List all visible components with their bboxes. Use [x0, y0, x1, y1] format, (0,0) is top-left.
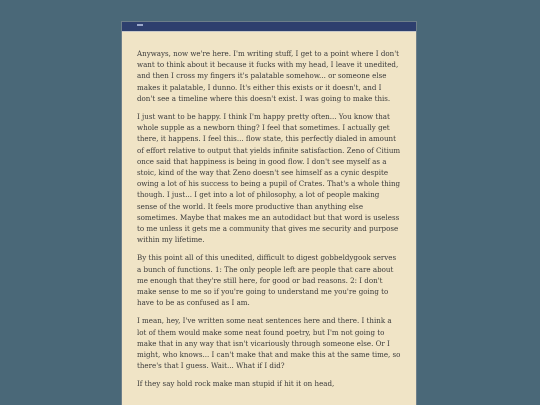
post-paragraph: I mean, hey, I've written some neat sentences here and there. I think a lot of them would make some neat found poetry, but I'm not going to make that in any way that isn't vicariously through someone else. Or I might, who knows... I can't make that and make this at the same time, so there's that I guess. Wait... What if I did?: [137, 316, 401, 371]
post-paragraph: I just want to be happy. I think I'm happy pretty often... You know that whole supple as a newborn thing? I feel that sometimes. I actually get there, it happens. I feel this... flow state, this perfectly dialed in amount of effort relative to output that yields infinite satisfaction. Zeno of Citium once said that happiness is being in good flow. I don't see myself as a stoic, kind of the way that Zeno doesn't see himself as a cynic despite owing a lot of his success to being a pupil of Crates. That's a whole thing though. I just... I get into a lot of philosophy, a lot of people making sense of the world. It feels more productive than anything else sometimes. Maybe that makes me an autodidact but that word is useless to me unless it gets me a community that gives me security and purpose within my lifetime.: [137, 112, 401, 245]
post-page: [121, 21, 417, 405]
post-body: [122, 32, 416, 390]
post-paragraph: Anyways, now we're here. I'm writing stuff, I get to a point where I don't want to think about it because it fucks with my head, I leave it unedited, and then I cross my fingers it's palatable somehow... or someone else makes it palatable, I dunno. It's either this exists or it doesn't, and I don't see a timeline where this doesn't exist. I was going to make this.: [137, 49, 399, 103]
title-bar-icon: [137, 24, 143, 26]
post-paragraph: By this point all of this unedited, difficult to digest gobbeldygook serves a bunch of functions. 1: The only people left are people that care about me enough that they're still here, for good or bad reasons. 2: I don't make sense to me so if you're going to understand me you're going to have to be as confused as I am.: [137, 253, 397, 308]
post-paragraph: If they say hold rock make man stupid if hit it on head,: [137, 379, 335, 389]
title-bar: [122, 22, 416, 32]
